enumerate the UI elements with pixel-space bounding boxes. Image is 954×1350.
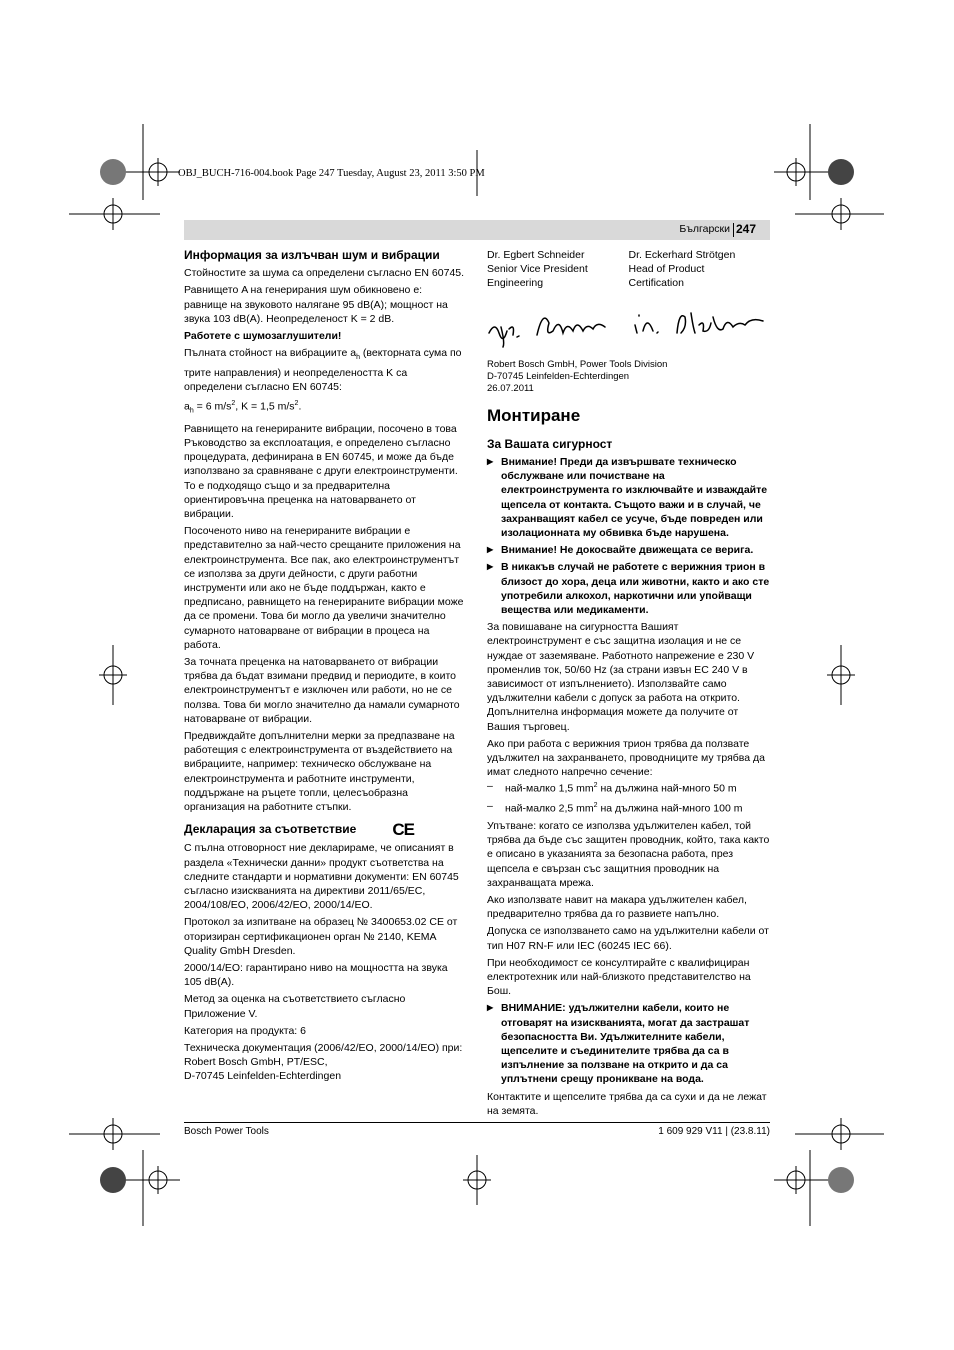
declaration-text: Категория на продукта: 6 bbox=[184, 1024, 306, 1037]
declaration-text: 2000/14/ЕО: гарантирано ниво на мощността на звука 105 dB(A). bbox=[184, 962, 448, 989]
warning-item: ▶ Внимание! Не докосвайте движещата се верига. bbox=[487, 543, 770, 557]
section-heading: Монтиране bbox=[487, 405, 581, 425]
print-info-line: OBJ_BUCH-716-004.book Page 247 Tuesday, August 23, 2011 3:50 PM bbox=[178, 168, 485, 179]
list-item: – най-малко 2,5 $mm^2$ на дължина най-много 100 m bbox=[487, 799, 770, 816]
vibration-text: Равнището на генерираните вибрации, посочено в това Ръководство за експлоатация, е определено съгласно процедурата, дефинирана в EN 60745, и може да бъде използвано за сравняване с други електроинструменти. То е подходящо също и за предварителна ориентировъчна преценка на натоварването от вибрации. bbox=[184, 422, 458, 520]
warning-item: ▶ Внимание! Преди да извършвате техническо обслужване или почистване на електроинструмента го изключвайте и изваждайте щепсела от контакта. Същото важи и в случай, че захранващият кабел се усуче, бъде повреден или изолационната му обвивка бъде нарушена. bbox=[487, 455, 770, 540]
body-text: Ако при работа с верижния трион трябва да ползвате удължител на захранването, проводниците му трябва да имат следното напречно сечение: bbox=[487, 737, 765, 779]
declaration-text: С пълна отговорност ние декларираме, че описаният в раздела «Технически данни» продукт съответства на следните стандарти и нормативни документи: EN 60745 съгласно изискванията на директиви 2011/65/ЕС, 2004/108/ЕО, 2006/42/ЕО, 2000/14/ЕО. bbox=[184, 842, 459, 912]
safety-heading: За Вашата сигурност bbox=[487, 436, 613, 451]
noise-text: Стойностите за шума са определени съгласно EN 60745. bbox=[184, 267, 465, 280]
body-text: Допуска се използването само на удължителни кабели от тип H07 RN-F или IEC (60245 IEC 66). bbox=[487, 925, 769, 952]
vibration-text: Пълната стойност на вибрациите $a_h$ (векторната сума по трите направления) и неопределеността K са определени съгласно EN 60745: bbox=[184, 347, 462, 393]
signatory-title: Engineering bbox=[487, 277, 544, 290]
vibration-text: За точната преценка на натоварването от вибрации трябва да бъдат взимани предвид и периодите, в които електроинструментът е изключен или работи, но не се ползва. Това би могло значително да намали сумарното натоварване от вибрации. bbox=[184, 655, 460, 725]
vibration-text: Посоченото ниво на генерираните вибрации е представително за най-често срещаните приложения на електроинструмента. Все пак, ако електроинструментът се използва за други дейности, с други работни инструменти или ако не бъде поддържан, както е предписано, равнището на генерираните вибрации може да се промени. Това би могло да увеличи значително сумарното натоварване от вибрации в процеса на работа. bbox=[184, 525, 464, 651]
right-column bbox=[487, 248, 770, 1121]
body-text: Упътване: когато се използва удължителен кабел, той трябва да бъде със защитен проводник, който, така както е описано в указанията за безопасна работа, през щепсела е свързан със защитния проводник на захранващата мрежа. bbox=[487, 819, 770, 889]
list-item: – най-малко 1,5 $mm^2$ на дължина най-много 50 m bbox=[487, 779, 770, 796]
warning-item: ▶ ВНИМАНИЕ: удължителни кабели, които не отговарят на изискванията, могат да застрашат безопасността Ви. Удължителните кабели, щепселите и съединителите трябва да са в изпълнение за ползване на открито и да са уплътнени срещу проникване на вода. bbox=[487, 1001, 770, 1086]
signature-image bbox=[487, 303, 770, 351]
body-text: За повишаване на сигурността Вашият електроинструмент е със защитна изолация и не се нуждае от заземяване. Работното напрежение е 230 V променлив ток, 50/60 Hz (за страни извън ЕС 240 V в зависимост от изпълнението). Използвайте само удължителни кабели с допуск за работа на открито. Допълнителна информация можете да получите от Вашия търговец. bbox=[487, 621, 755, 733]
vibration-text: Предвиждайте допълнителни мерки за предпазване на работещия с електроинструмента от въздействието на вибрациите, например: техническо обслужване на електроинструмента и работните инструменти, поддържане на ръцете топли, целесъобразна организация на работните стъпки. bbox=[184, 729, 455, 813]
header-language: Български bbox=[679, 223, 730, 235]
declaration-text: Метод за оценка на съответствието съгласно Приложение V. bbox=[184, 993, 406, 1020]
page-number: 247 bbox=[735, 222, 756, 236]
body-text: При необходимост се консултирайте с квалифициран електротехник или най-близкото представителство на Бош. bbox=[487, 956, 751, 998]
signatory-title: Head of Product bbox=[628, 263, 705, 276]
page-header bbox=[184, 220, 770, 240]
signatory-2 bbox=[629, 248, 771, 291]
ear-protection-note: Работете с шумозаглушители! bbox=[184, 330, 342, 343]
declaration-text: Техническа документация (2006/42/ЕО, 2000/14/ЕО) при: bbox=[184, 1042, 463, 1055]
declaration-date: 26.07.2011 bbox=[487, 382, 534, 394]
vibration-value: $a_h = 6$ $m/s^2$, K = 1,5 $m/s^2$. bbox=[184, 399, 302, 415]
declaration-text: D-70745 Leinfelden-Echterdingen bbox=[184, 1070, 342, 1083]
declaration-text: Robert Bosch GmbH, PT/ESC, bbox=[184, 1056, 328, 1069]
left-column bbox=[184, 248, 466, 1087]
warning-item: ▶ В никакъв случай не работете с верижния трион в близост до хора, деца или животни, както и ако сте употребили алкохол, наркотични или упойващи вещества или медикаменти. bbox=[487, 560, 770, 617]
noise-text: Равнището A на генерирания шум обикновено е: равнище на звуковото налягане 95 dB(A); мощност на звука 103 dB(A). Неопределеност K = 2 dB. bbox=[184, 284, 448, 325]
body-text: Ако използвате навит на макара удължителен кабел, предварително трябва да го развиете напълно. bbox=[487, 893, 747, 921]
signatory-title: Certification bbox=[628, 277, 684, 290]
signatories bbox=[487, 248, 770, 291]
header-separator bbox=[733, 223, 734, 237]
signatory-1 bbox=[487, 248, 629, 291]
handwritten-signatures bbox=[487, 303, 770, 351]
body-text: Контактите и щепселите трябва да са сухи и да не лежат на земята. bbox=[487, 1090, 767, 1117]
declaration-text: Протокол за изпитване на образец № 3400653.02 CE от оторизиран сертификационен орган № 2140, KEMA Quality GmbH Dresden. bbox=[184, 916, 458, 957]
signatory-name: Dr. Egbert Schneider bbox=[487, 249, 585, 261]
signatory-name: Dr. Eckerhard Strötgen bbox=[628, 249, 736, 261]
company-address: Robert Bosch GmbH, Power Tools Division D-70745 Leinfelden-Echterdingen 26.07.2011 bbox=[487, 359, 770, 395]
footer-doc-number: 1 609 929 V11 | (23.8.11) bbox=[658, 1126, 770, 1137]
noise-heading: Информация за излъчван шум и вибрации bbox=[184, 248, 440, 262]
footer-brand: Bosch Power Tools bbox=[184, 1126, 269, 1137]
ce-mark-icon: CE bbox=[392, 820, 414, 840]
declaration-heading: Декларация за съответствие CE bbox=[184, 820, 414, 840]
footer-rule bbox=[184, 1122, 770, 1123]
signatory-title: Senior Vice President bbox=[487, 263, 588, 276]
